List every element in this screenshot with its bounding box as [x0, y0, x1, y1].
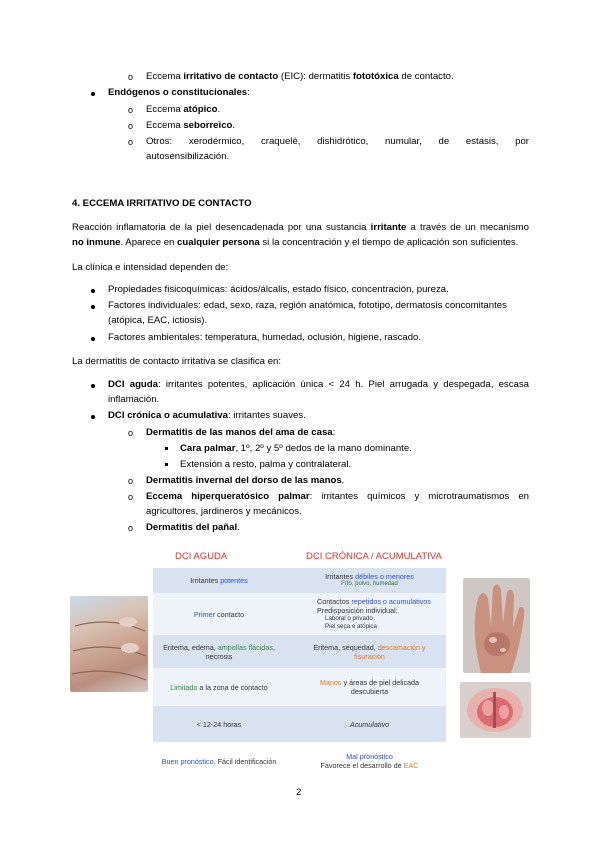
list-marker: o	[128, 105, 134, 115]
table-cell: Limitado a la zona de contacto	[170, 682, 268, 692]
table-cell: Irritantes potentes	[190, 576, 248, 585]
list-marker: o	[128, 492, 134, 502]
table-header-right: DCI CRÓNICA / ACUMULATIVA	[306, 551, 442, 562]
table-cell: Buen pronóstico. Fácil identificación	[161, 756, 277, 766]
table-cell: Primer contacto	[193, 609, 245, 619]
comparison-table	[153, 548, 446, 780]
table-header-left: DCI AGUDA	[175, 551, 228, 562]
cara-palmar: Cara palmar, 1º, 2º y 5º dedos de la mano dominante.	[180, 443, 412, 454]
list-square-marker	[165, 463, 168, 466]
list-marker: o	[128, 476, 134, 486]
paragraph-definition-line2: no inmune. Aparece en cualquier persona si la concentración y el tiempo de aplicación son suficientes.	[72, 237, 519, 248]
table-cell: Eritema, edema, ampollas flácidas, necrosis	[163, 642, 275, 661]
list-bullet	[91, 384, 95, 388]
list-item-atopico: Eccema atópico.	[146, 104, 221, 115]
section-heading: 4. ECCEMA IRRITATIVO DE CONTACTO	[72, 198, 252, 209]
list-marker: o	[128, 428, 134, 438]
factor-item: Propiedades fisicoquímicas: ácidos/álcalis, estado físico, concentración, pureza.	[108, 284, 449, 295]
paragraph-classification-intro: La dermatitis de contacto irritativa se clasifica en:	[72, 356, 282, 367]
list-item-otros-line1: Otros: xerodérmico, craquelé, dishidrótico, numular, de estasis, por	[146, 136, 529, 147]
page-number: 2	[296, 787, 302, 798]
list-bullet	[91, 289, 95, 293]
paragraph-definition-line1: Reacción inflamatoria de la piel desencadenada por una sustancia irritante a través de un mecanismo	[72, 222, 529, 233]
eccema-hiperqueratosico-line2: agricultores, jardineros y mecánicos.	[146, 506, 302, 517]
diaper-dermatitis-photo	[460, 682, 531, 738]
dci-aguda-line1: DCI aguda: irritantes potentes, aplicación única < 24 h. Piel arrugada y despegada, escasa	[108, 379, 529, 390]
dci-cronica: DCI crónica o acumulativa: irritantes suaves.	[108, 410, 306, 421]
factor-item: Factores individuales: edad, sexo, raza, región anatómica, fototipo, dermatosis concomitantes	[108, 300, 507, 311]
list-marker: o	[128, 121, 134, 131]
list-square-marker	[165, 447, 168, 450]
eccema-hiperqueratosico-line1: Eccema hiperqueratósico palmar: irritantes químicos y microtraumatismos en	[146, 491, 529, 502]
table-row	[153, 706, 446, 742]
factor-item: Factores ambientales: temperatura, humedad, oclusión, higiene, rascado.	[108, 332, 422, 343]
dermatitis-panal: Dermatitis del pañal.	[146, 522, 240, 533]
table-row	[153, 635, 446, 668]
list-item-endogenos: Endógenos o constitucionales:	[108, 87, 250, 98]
list-marker: o	[128, 72, 134, 82]
factor-item-cont: (atópica, EAC, ictiosis).	[108, 315, 208, 326]
table-cell: Manos y áreas de piel delicada descubierta	[319, 678, 420, 696]
dci-aguda-line2: inflamación.	[108, 394, 160, 405]
list-item-otros-line2: autosensibilización.	[146, 151, 230, 162]
table-cell: Contactos repetidos o acumulativos Predisposición individual: Laboral o privado Piel seca o atópica	[317, 597, 431, 630]
table-header	[153, 548, 446, 568]
hands-photo-left	[70, 596, 148, 692]
table-row	[153, 742, 446, 780]
list-item-seborreico: Eccema seborreico.	[146, 120, 236, 131]
paragraph-factors-intro: La clínica e intensidad dependen de:	[72, 262, 229, 273]
list-marker: o	[128, 523, 134, 533]
list-bullet	[91, 305, 95, 309]
table-cell: Irritantes débiles o menores Frío, polvo, humedad	[325, 572, 414, 588]
table-row	[153, 568, 446, 593]
table-cell: Mal pronóstico Favorece el desarrollo de EAC	[320, 752, 419, 770]
table-row	[153, 668, 446, 706]
list-marker: o	[128, 137, 134, 147]
dermatitis-ama-casa: Dermatitis de las manos del ama de casa:	[146, 427, 336, 438]
table-cell: Acumulativo	[349, 719, 390, 729]
list-bullet	[91, 92, 95, 96]
dermatitis-invernal: Dermatitis invernal del dorso de las manos.	[146, 475, 345, 486]
table-cell: < 12-24 horas	[196, 719, 242, 729]
list-bullet	[91, 337, 95, 341]
table-row	[153, 593, 446, 635]
list-item-eic: Eccema irritativo de contacto (EIC): dermatitis fototóxica de contacto.	[146, 71, 454, 82]
extension: Extensión a resto, palma y contralateral.	[180, 459, 352, 470]
list-bullet	[91, 415, 95, 419]
table-cell: Eritema, sequedad, descamación y fisuración	[313, 642, 426, 661]
palm-photo-right	[463, 578, 530, 673]
